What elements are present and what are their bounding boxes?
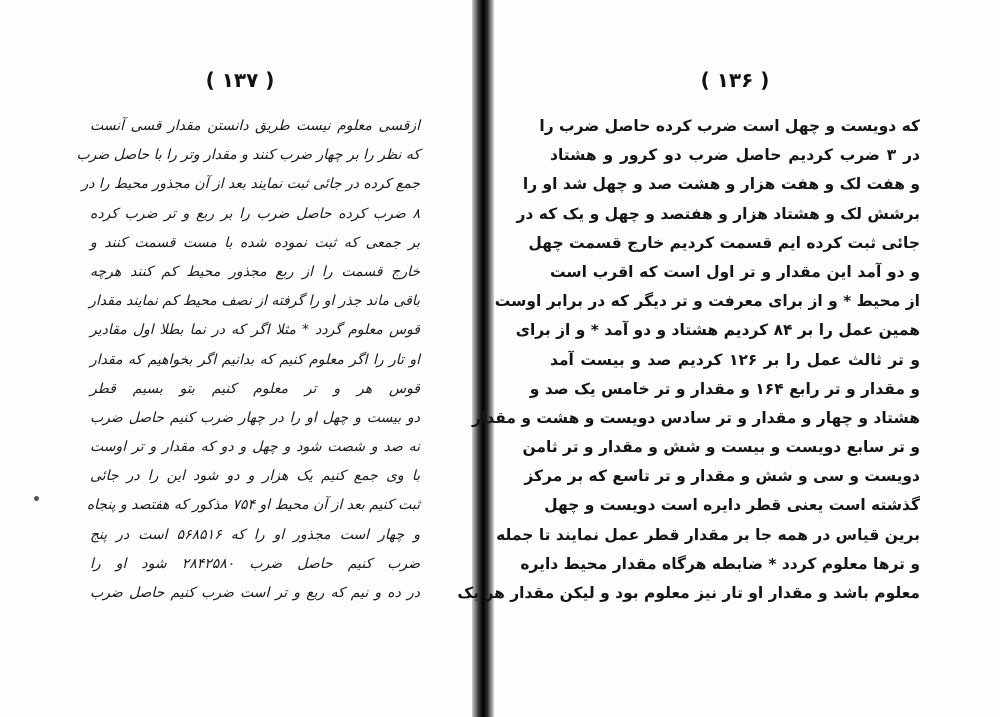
text-line: و چهار است مجذور او را که ۵۶۸۵۱۶ است در پنج — [90, 526, 421, 543]
text-line: و تر سابع دویست و بیست و شش و مقدار و تر ثامن — [522, 438, 920, 457]
text-line: قوس هر و تر معلوم کنیم بتو بسیم قطر — [90, 380, 420, 397]
text-line: که نظر را بر چهار ضرب کنند و مقدار وتر را با حاصل ضرب — [76, 147, 420, 164]
text-line: برین قیاس در همه جا بر مقدار قطر عمل نمایند تا جمله — [496, 525, 920, 544]
text-line: با وی جمع کنیم یک هزار و دو شود این را در جائی — [90, 468, 420, 485]
left-page — [0, 0, 470, 717]
text-line: دویست و سی و شش و مقدار و تر تاسع که بر مرکز — [524, 467, 920, 486]
left-page-number: ( ۱۳۷ ) — [205, 68, 275, 92]
text-line: از محیط * و از برای معرفت و تر دیگر که در برابر اوست — [494, 292, 920, 311]
text-line: خارج قسمت را از ربع مجذور محیط کم کنند هرچه — [90, 263, 420, 280]
text-line: جائی ثبت کرده ایم قسمت کردیم خارج قسمت چهل — [528, 233, 920, 252]
text-line: برشش لک و هشتاد هزار و هفتصد و چهل و یک که در — [516, 204, 920, 223]
text-line: گذشته است یعنی قطر دایره است دویست و چهل — [544, 496, 920, 515]
text-line: همین عمل را بر ۸۴ کردیم هشتاد و دو آمد * و از برای — [515, 321, 920, 340]
book-gutter — [472, 0, 494, 717]
text-line: و تر ثالث عمل را بر ۱۲۶ کردیم صد و بیست آمد — [550, 350, 921, 369]
right-page-number: ( ۱۳۶ ) — [700, 68, 770, 92]
text-line: بر جمعی که ثبت نموده شده با مست قسمت کنند و — [90, 234, 420, 251]
text-line: دو بیست و چهل او را در چهار ضرب کنیم حاصل ضرب — [90, 409, 420, 426]
text-line: که دویست و چهل است ضرب کرده حاصل ضرب را — [539, 117, 920, 135]
text-line: باقی ماند جذر او را گرفته از نصف محیط کم نمایند مقدار — [89, 293, 420, 310]
text-line: و مقدار و تر رابع ۱۶۴ و مقدار و تر خامس یک صد و — [529, 379, 920, 398]
right-page — [457, 0, 1000, 717]
text-line: در ۳ ضرب کردیم حاصل ضرب دو کرور و هشتاد — [550, 146, 920, 165]
ink-spot — [34, 496, 39, 501]
text-line: ثبت کنیم بعد از آن محیط او ۷۵۴ مذکور که هفتصد و پنجاه — [86, 497, 420, 514]
text-line: در ده و نیم که ربع و تر است ضرب کنیم حاصل ضرب — [90, 585, 420, 601]
text-line: قوس معلوم گردد * مثلا اگر که در نما بطلا اول مقادیر — [90, 322, 420, 339]
left-page-text — [76, 112, 421, 608]
right-page-text — [457, 112, 921, 608]
text-line: و ترها معلوم کردد * ضابطه هرگاه مقدار محیط دایره — [520, 554, 920, 573]
text-line: او تار را اگر معلوم کنیم که بدانیم اگر بخواهیم که مقدار — [90, 351, 420, 368]
text-line: ازقسی معلوم نیست طریق دانستن مقدار قسی آنست — [90, 118, 420, 134]
text-line: ۸ ضرب کرده حاصل ضرب را بر ربع و تر ضرب کرده — [90, 205, 420, 222]
text-line: معلوم باشد و مقدار او تار نیز معلوم بود و لیکن مقدار هر یک — [457, 584, 920, 602]
text-line: و هفت لک و هفت هزار و هشت صد و چهل شد او را — [522, 175, 920, 194]
text-line: و دو آمد این مقدار و تر اول است که اقرب است — [550, 262, 920, 281]
text-line: ضرب کنیم حاصل ضرب ۲۸۴۲۵۸۰ شود او را — [90, 555, 420, 572]
text-line: هشتاد و چهار و مقدار و تر سادس دویست و هشت و مقدار — [472, 408, 920, 427]
text-line: جمع کرده در جائی ثبت نمایند بعد از آن مجذور محیط را در — [81, 176, 420, 193]
text-line: نه صد و شصت شود و چهل و دو که مقدار و تر اوست — [90, 439, 420, 456]
